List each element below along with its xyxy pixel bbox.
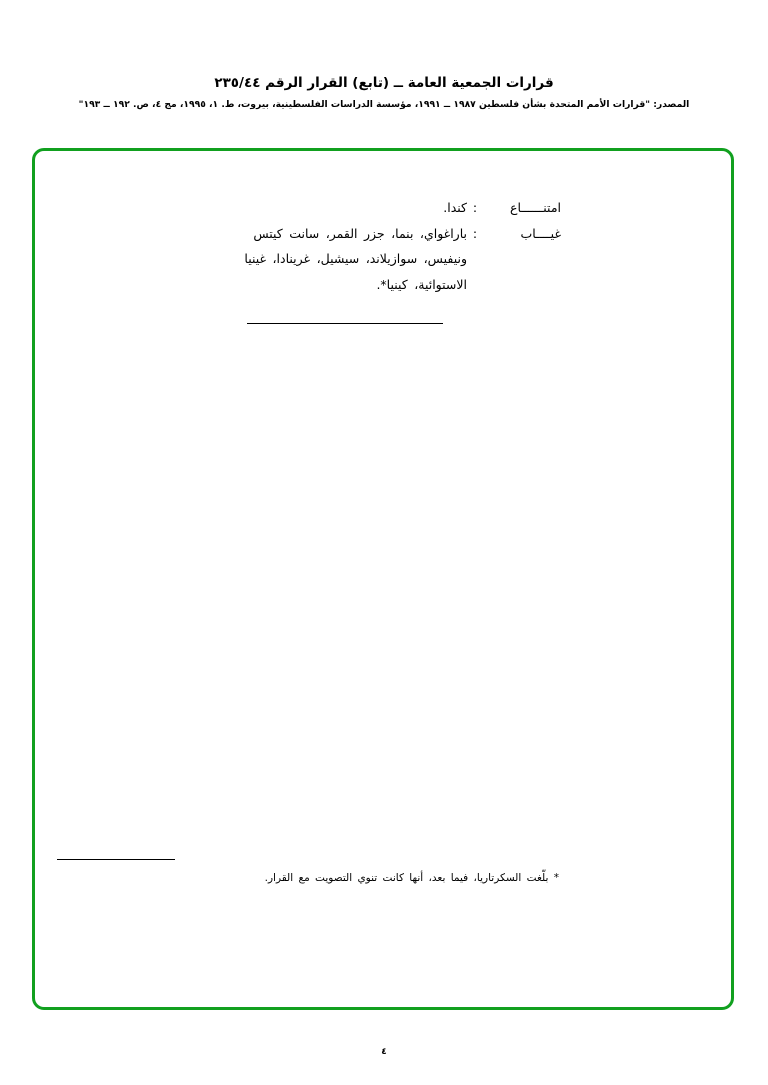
vote-category-label: غيــــاب bbox=[520, 225, 561, 241]
vote-colon: : bbox=[472, 225, 478, 241]
vote-row bbox=[171, 195, 561, 221]
vote-country-list: باراغواي، بنما، جزر القمر، سانت كيتس bbox=[253, 225, 467, 241]
vote-row-continuation bbox=[171, 272, 561, 298]
footnote-block bbox=[141, 859, 561, 887]
source-citation: المصدر: "قرارات الأمم المتحدة بشأن فلسطين ١٩٨٧ ــ ١٩٩١، مؤسسة الدراسات الفلسطينية، بيروت، ط. ١، ١٩٩٥، مج ٤، ص. ١٩٢ ــ ١٩٣" bbox=[78, 98, 690, 110]
page-title: قرارات الجمعية العامة ــ (تابع) القرار الرقم ٢٣٥/٤٤ bbox=[214, 75, 554, 91]
vote-record bbox=[171, 195, 561, 298]
vote-row-continuation bbox=[171, 246, 561, 272]
content-body bbox=[35, 195, 731, 1007]
vote-category-label: امتنــــــاع bbox=[510, 200, 561, 215]
footnote-separator bbox=[57, 859, 175, 860]
vote-country-list-continued: الاستوائية، كينيا*. bbox=[376, 276, 467, 292]
vote-colon: : bbox=[472, 200, 478, 215]
vote-country-list: كندا. bbox=[443, 200, 467, 215]
page-number: ٤ bbox=[381, 1047, 387, 1057]
vote-country-list-continued: ونيفيس، سوازيلاند، سيشيل، غرينادا، غينيا bbox=[244, 251, 467, 267]
vote-row bbox=[171, 221, 561, 247]
section-divider-rule bbox=[247, 323, 443, 324]
content-frame bbox=[32, 148, 734, 1010]
footnote-text: * بلّغت السكرتاريا، فيما بعد، أنها كانت تنوي التصويت مع القرار. bbox=[264, 872, 559, 885]
page-header bbox=[0, 74, 768, 112]
